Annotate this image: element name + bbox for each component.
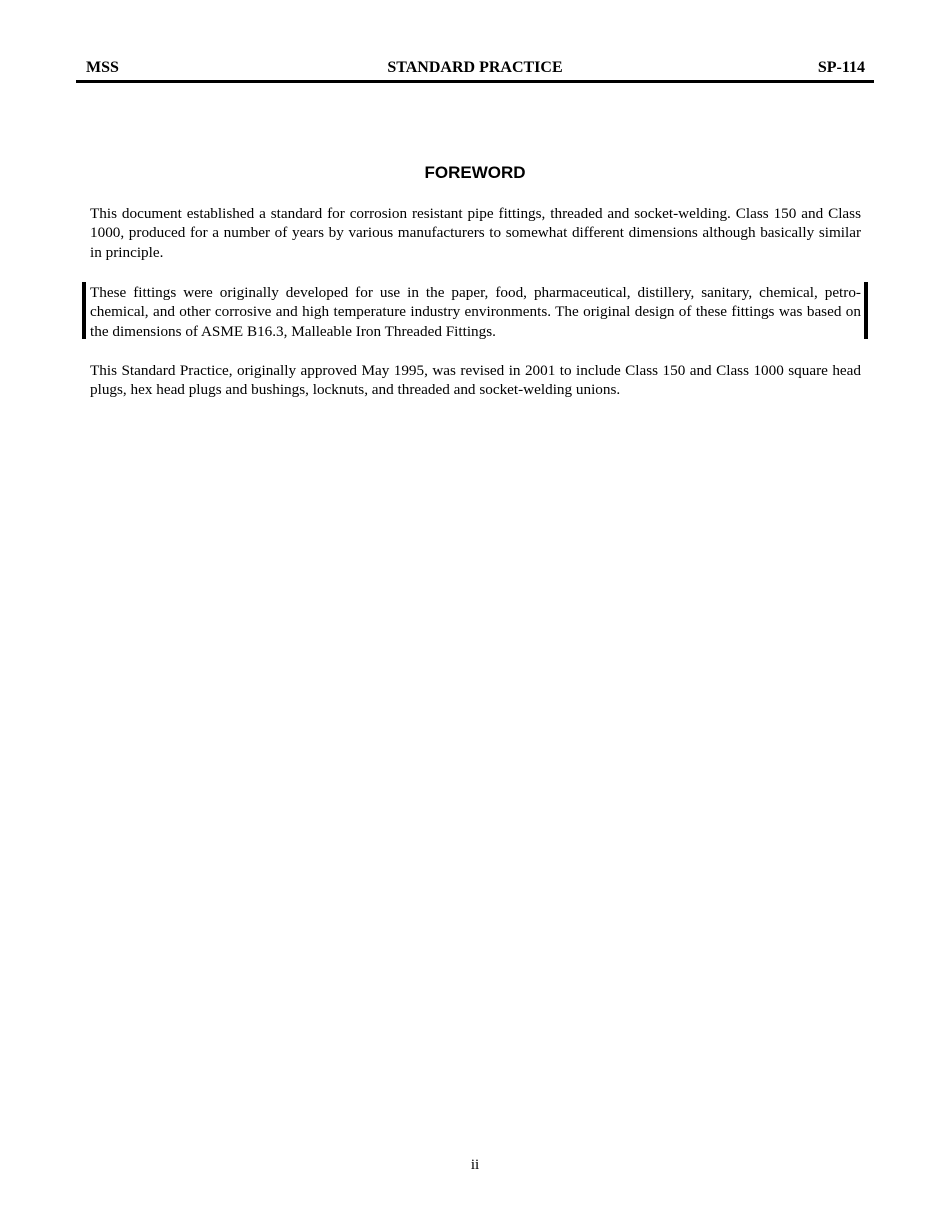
header-document-type: STANDARD PRACTICE	[387, 59, 563, 76]
page-number: ii	[470, 1157, 480, 1173]
header-document-number: SP-114	[817, 59, 865, 76]
running-header	[76, 58, 874, 83]
header-organization: MSS	[86, 59, 119, 76]
section-title: FOREWORD	[424, 163, 526, 182]
revision-bar-left	[82, 282, 86, 339]
revision-bar-right	[864, 282, 868, 339]
paragraph-history: These fittings were originally developed for use in the paper, food, pharmaceutical, distillery, sanitary, chemical, petro-chemical, and other corrosive and high temperature industry environments. The original design of these fittings was based on the dimensions of ASME B16.3, Malleable Iron Threaded Fittings.	[90, 284, 861, 340]
paragraph-scope: This document established a standard for corrosion resistant pipe fittings, threaded and socket-welding. Class 150 and Class 1000, produced for a number of years by various manufacturers to somewhat different dimensions although basically similar in principle.	[90, 205, 861, 261]
paragraph-revision: This Standard Practice, originally approved May 1995, was revised in 2001 to include Class 150 and Class 1000 square head plugs, hex head plugs and bushings, locknuts, and threaded and socket-welding unions.	[90, 362, 861, 399]
